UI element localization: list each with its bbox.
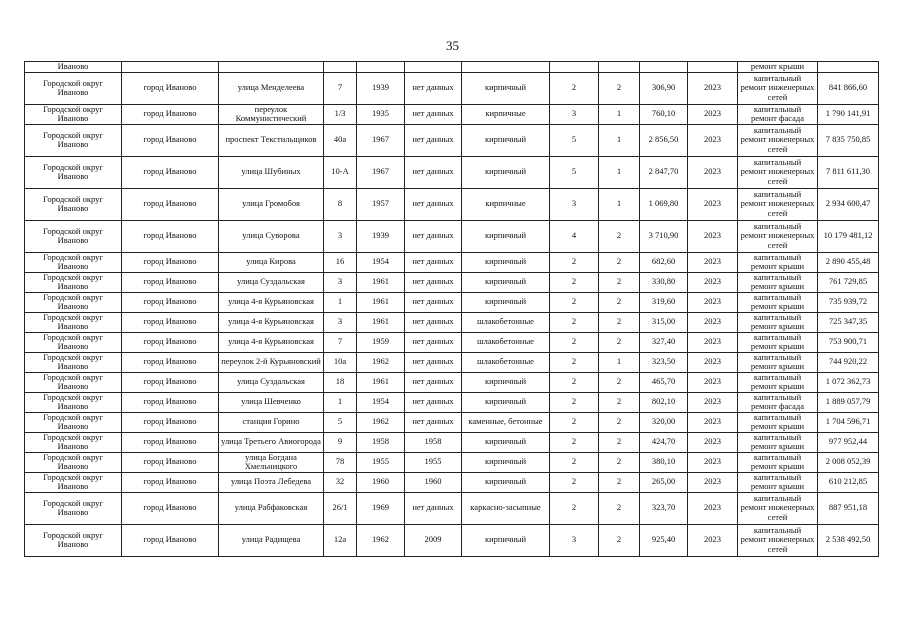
- reconstruction-cell: нет данных: [405, 272, 462, 292]
- year-cell: 1939: [357, 72, 405, 104]
- floors-cell: 5: [550, 156, 599, 188]
- table-row: [25, 72, 879, 104]
- city-cell: город Иваново: [122, 72, 219, 104]
- house-cell: 9: [324, 432, 357, 452]
- year-cell: 1962: [357, 524, 405, 556]
- table-row: [25, 220, 879, 252]
- year-cell: 1958: [357, 432, 405, 452]
- city-cell: город Иваново: [122, 312, 219, 332]
- floors-cell: 2: [550, 272, 599, 292]
- table-row: [25, 452, 879, 472]
- house-cell: 18: [324, 372, 357, 392]
- table-row: [25, 124, 879, 156]
- year-cell: 1961: [357, 372, 405, 392]
- table-row-continued: [25, 62, 879, 73]
- city-cell: город Иваново: [122, 272, 219, 292]
- cost-cell: 753 900,71: [818, 332, 879, 352]
- table-row: [25, 188, 879, 220]
- cost-cell: 2 538 492,50: [818, 524, 879, 556]
- plan-year-cell: 2023: [688, 332, 738, 352]
- floors-cell: 3: [550, 188, 599, 220]
- table-row: [25, 252, 879, 272]
- cost-cell: 735 939,72: [818, 292, 879, 312]
- table-row: [25, 272, 879, 292]
- material-cell: кирпичный: [462, 452, 550, 472]
- street-cell: переулок Коммунистический: [219, 104, 324, 124]
- material-cell: [462, 62, 550, 73]
- house-cell: 10а: [324, 352, 357, 372]
- year-cell: 1962: [357, 412, 405, 432]
- year-cell: 1969: [357, 492, 405, 524]
- district-cell: Городской округ Иваново: [25, 412, 122, 432]
- material-cell: кирпичный: [462, 220, 550, 252]
- table-row: [25, 372, 879, 392]
- city-cell: город Иваново: [122, 220, 219, 252]
- floors-cell: 2: [550, 72, 599, 104]
- entrances-cell: 2: [599, 492, 640, 524]
- city-cell: город Иваново: [122, 252, 219, 272]
- area-cell: 306,90: [640, 72, 688, 104]
- district-cell: Городской округ Иваново: [25, 352, 122, 372]
- district-cell: Городской округ Иваново: [25, 332, 122, 352]
- area-cell: 265,00: [640, 472, 688, 492]
- work-type-cell: капитальный ремонт крыши: [738, 412, 818, 432]
- cost-cell: 761 729,85: [818, 272, 879, 292]
- district-cell: Городской округ Иваново: [25, 432, 122, 452]
- street-cell: улица 4-я Курьяновская: [219, 292, 324, 312]
- cost-cell: 841 866,60: [818, 72, 879, 104]
- house-cell: 1: [324, 392, 357, 412]
- entrances-cell: 2: [599, 392, 640, 412]
- floors-cell: 2: [550, 352, 599, 372]
- plan-year-cell: 2023: [688, 492, 738, 524]
- plan-year-cell: 2023: [688, 472, 738, 492]
- work-type-cell: капитальный ремонт крыши: [738, 332, 818, 352]
- entrances-cell: 2: [599, 252, 640, 272]
- house-cell: 7: [324, 72, 357, 104]
- plan-year-cell: 2023: [688, 156, 738, 188]
- area-cell: 315,00: [640, 312, 688, 332]
- area-cell: 327,40: [640, 332, 688, 352]
- house-cell: 7: [324, 332, 357, 352]
- street-cell: улица Суздальская: [219, 272, 324, 292]
- reconstruction-cell: 1960: [405, 472, 462, 492]
- year-cell: 1961: [357, 292, 405, 312]
- house-cell: 3: [324, 312, 357, 332]
- year-cell: 1954: [357, 392, 405, 412]
- material-cell: шлакобетонные: [462, 332, 550, 352]
- plan-year-cell: 2023: [688, 412, 738, 432]
- area-cell: 320,00: [640, 412, 688, 432]
- cost-cell: 744 920,22: [818, 352, 879, 372]
- work-type-cell: капитальный ремонт инженерных сетей: [738, 156, 818, 188]
- reconstruction-cell: нет данных: [405, 156, 462, 188]
- cost-cell: 2 890 455,48: [818, 252, 879, 272]
- area-cell: 802,10: [640, 392, 688, 412]
- year-cell: 1935: [357, 104, 405, 124]
- entrances-cell: 2: [599, 452, 640, 472]
- plan-year-cell: 2023: [688, 524, 738, 556]
- material-cell: шлакобетонные: [462, 352, 550, 372]
- plan-year-cell: 2023: [688, 372, 738, 392]
- street-cell: улица Менделеева: [219, 72, 324, 104]
- house-cell: [324, 62, 357, 73]
- street-cell: проспект Текстильщиков: [219, 124, 324, 156]
- reconstruction-cell: нет данных: [405, 252, 462, 272]
- plan-year-cell: 2023: [688, 392, 738, 412]
- street-cell: улица Суворова: [219, 220, 324, 252]
- table-row: [25, 472, 879, 492]
- year-cell: 1961: [357, 272, 405, 292]
- year-cell: 1959: [357, 332, 405, 352]
- city-cell: город Иваново: [122, 452, 219, 472]
- area-cell: 2 856,50: [640, 124, 688, 156]
- house-cell: 1/3: [324, 104, 357, 124]
- material-cell: кирпичный: [462, 292, 550, 312]
- work-type-cell: капитальный ремонт крыши: [738, 272, 818, 292]
- year-cell: 1961: [357, 312, 405, 332]
- floors-cell: 4: [550, 220, 599, 252]
- city-cell: город Иваново: [122, 472, 219, 492]
- city-cell: город Иваново: [122, 412, 219, 432]
- plan-year-cell: 2023: [688, 432, 738, 452]
- district-cell: Городской округ Иваново: [25, 392, 122, 412]
- area-cell: 2 847,70: [640, 156, 688, 188]
- plan-year-cell: 2023: [688, 272, 738, 292]
- street-cell: улица 4-я Курьяновская: [219, 312, 324, 332]
- cost-cell: 7 811 611,30: [818, 156, 879, 188]
- work-type-cell: капитальный ремонт крыши: [738, 452, 818, 472]
- district-cell: Городской округ Иваново: [25, 452, 122, 472]
- cost-cell: 1 889 057,79: [818, 392, 879, 412]
- area-cell: 323,70: [640, 492, 688, 524]
- plan-year-cell: 2023: [688, 252, 738, 272]
- city-cell: город Иваново: [122, 492, 219, 524]
- street-cell: улица Радищева: [219, 524, 324, 556]
- floors-cell: 2: [550, 452, 599, 472]
- plan-year-cell: 2023: [688, 452, 738, 472]
- district-cell: Городской округ Иваново: [25, 104, 122, 124]
- floors-cell: 2: [550, 372, 599, 392]
- material-cell: кирпичный: [462, 472, 550, 492]
- district-cell: Городской округ Иваново: [25, 252, 122, 272]
- page-number: 35: [446, 38, 459, 53]
- entrances-cell: 1: [599, 352, 640, 372]
- reconstruction-cell: 2009: [405, 524, 462, 556]
- entrances-cell: 2: [599, 292, 640, 312]
- floors-cell: 2: [550, 312, 599, 332]
- district-cell: Городской округ Иваново: [25, 124, 122, 156]
- cost-cell: 1 072 362,73: [818, 372, 879, 392]
- reconstruction-cell: нет данных: [405, 72, 462, 104]
- reconstruction-cell: нет данных: [405, 124, 462, 156]
- plan-year-cell: 2023: [688, 104, 738, 124]
- area-cell: 3 710,90: [640, 220, 688, 252]
- floors-cell: 2: [550, 412, 599, 432]
- plan-year-cell: 2023: [688, 220, 738, 252]
- cost-cell: 10 179 481,12: [818, 220, 879, 252]
- street-cell: улица Шевченко: [219, 392, 324, 412]
- district-cell: Городской округ Иваново: [25, 292, 122, 312]
- city-cell: город Иваново: [122, 524, 219, 556]
- house-cell: 78: [324, 452, 357, 472]
- district-cell: Иваново: [25, 62, 122, 73]
- floors-cell: 2: [550, 332, 599, 352]
- year-cell: 1967: [357, 156, 405, 188]
- cost-cell: 2 934 600,47: [818, 188, 879, 220]
- house-cell: 26/1: [324, 492, 357, 524]
- material-cell: каркасно-засыпные: [462, 492, 550, 524]
- table-row: [25, 352, 879, 372]
- cost-cell: 7 835 750,85: [818, 124, 879, 156]
- material-cell: кирпичный: [462, 392, 550, 412]
- house-cell: 10-А: [324, 156, 357, 188]
- entrances-cell: [599, 62, 640, 73]
- cost-cell: 977 952,44: [818, 432, 879, 452]
- floors-cell: 2: [550, 252, 599, 272]
- floors-cell: 3: [550, 524, 599, 556]
- reconstruction-cell: нет данных: [405, 104, 462, 124]
- city-cell: город Иваново: [122, 156, 219, 188]
- cost-cell: [818, 62, 879, 73]
- table-body: [25, 62, 879, 557]
- area-cell: 760,10: [640, 104, 688, 124]
- year-cell: 1967: [357, 124, 405, 156]
- entrances-cell: 2: [599, 332, 640, 352]
- reconstruction-cell: нет данных: [405, 392, 462, 412]
- house-cell: 3: [324, 220, 357, 252]
- floors-cell: 2: [550, 472, 599, 492]
- floors-cell: 3: [550, 104, 599, 124]
- work-type-cell: капитальный ремонт фасада: [738, 392, 818, 412]
- work-type-cell: капитальный ремонт крыши: [738, 352, 818, 372]
- city-cell: город Иваново: [122, 432, 219, 452]
- table-row: [25, 432, 879, 452]
- plan-year-cell: 2023: [688, 352, 738, 372]
- material-cell: кирпичный: [462, 432, 550, 452]
- material-cell: кирпичный: [462, 252, 550, 272]
- entrances-cell: 1: [599, 104, 640, 124]
- district-cell: Городской округ Иваново: [25, 472, 122, 492]
- cost-cell: 887 951,18: [818, 492, 879, 524]
- work-type-cell: капитальный ремонт инженерных сетей: [738, 124, 818, 156]
- floors-cell: 2: [550, 392, 599, 412]
- district-cell: Городской округ Иваново: [25, 188, 122, 220]
- street-cell: улица Рабфаковская: [219, 492, 324, 524]
- area-cell: 682,60: [640, 252, 688, 272]
- city-cell: город Иваново: [122, 124, 219, 156]
- material-cell: кирпичный: [462, 272, 550, 292]
- entrances-cell: 2: [599, 72, 640, 104]
- house-cell: 3: [324, 272, 357, 292]
- street-cell: улица Богдана Хмельницкого: [219, 452, 324, 472]
- cost-cell: 1 790 141,91: [818, 104, 879, 124]
- street-cell: улица Поэта Лебедева: [219, 472, 324, 492]
- table-row: [25, 312, 879, 332]
- table-row: [25, 524, 879, 556]
- city-cell: город Иваново: [122, 392, 219, 412]
- work-type-cell: капитальный ремонт инженерных сетей: [738, 492, 818, 524]
- material-cell: кирпичный: [462, 524, 550, 556]
- street-cell: улица Суздальская: [219, 372, 324, 392]
- year-cell: 1960: [357, 472, 405, 492]
- entrances-cell: 1: [599, 124, 640, 156]
- work-type-cell: капитальный ремонт крыши: [738, 252, 818, 272]
- district-cell: Городской округ Иваново: [25, 492, 122, 524]
- work-type-cell: капитальный ремонт инженерных сетей: [738, 220, 818, 252]
- work-type-cell: капитальный ремонт инженерных сетей: [738, 72, 818, 104]
- work-type-cell: капитальный ремонт крыши: [738, 292, 818, 312]
- entrances-cell: 2: [599, 524, 640, 556]
- house-cell: 1: [324, 292, 357, 312]
- table-row: [25, 392, 879, 412]
- entrances-cell: 2: [599, 472, 640, 492]
- floors-cell: 2: [550, 432, 599, 452]
- area-cell: [640, 62, 688, 73]
- reconstruction-cell: [405, 62, 462, 73]
- year-cell: 1957: [357, 188, 405, 220]
- city-cell: город Иваново: [122, 292, 219, 312]
- year-cell: 1962: [357, 352, 405, 372]
- street-cell: переулок 2-й Курьяновский: [219, 352, 324, 372]
- city-cell: город Иваново: [122, 104, 219, 124]
- work-type-cell: капитальный ремонт крыши: [738, 432, 818, 452]
- floors-cell: 2: [550, 292, 599, 312]
- work-type-cell: капитальный ремонт фасада: [738, 104, 818, 124]
- entrances-cell: 2: [599, 372, 640, 392]
- cost-cell: 725 347,35: [818, 312, 879, 332]
- city-cell: город Иваново: [122, 352, 219, 372]
- material-cell: кирпичные: [462, 188, 550, 220]
- street-cell: улица 4-я Курьяновская: [219, 332, 324, 352]
- material-cell: кирпичный: [462, 156, 550, 188]
- street-cell: улица Громобоя: [219, 188, 324, 220]
- reconstruction-cell: нет данных: [405, 220, 462, 252]
- plan-year-cell: 2023: [688, 72, 738, 104]
- table-row: [25, 492, 879, 524]
- district-cell: Городской округ Иваново: [25, 524, 122, 556]
- house-cell: 5: [324, 412, 357, 432]
- house-cell: 8: [324, 188, 357, 220]
- plan-year-cell: [688, 62, 738, 73]
- area-cell: 465,70: [640, 372, 688, 392]
- area-cell: 424,70: [640, 432, 688, 452]
- district-cell: Городской округ Иваново: [25, 220, 122, 252]
- area-cell: 319,60: [640, 292, 688, 312]
- entrances-cell: 2: [599, 220, 640, 252]
- street-cell: [219, 62, 324, 73]
- street-cell: станция Горино: [219, 412, 324, 432]
- district-cell: Городской округ Иваново: [25, 272, 122, 292]
- housing-register-table: [24, 61, 879, 557]
- plan-year-cell: 2023: [688, 188, 738, 220]
- house-cell: 40а: [324, 124, 357, 156]
- house-cell: 32: [324, 472, 357, 492]
- table-row: [25, 412, 879, 432]
- floors-cell: 5: [550, 124, 599, 156]
- city-cell: город Иваново: [122, 188, 219, 220]
- table-row: [25, 156, 879, 188]
- district-cell: Городской округ Иваново: [25, 72, 122, 104]
- plan-year-cell: 2023: [688, 312, 738, 332]
- area-cell: 925,40: [640, 524, 688, 556]
- floors-cell: [550, 62, 599, 73]
- reconstruction-cell: 1958: [405, 432, 462, 452]
- year-cell: 1955: [357, 452, 405, 472]
- year-cell: 1954: [357, 252, 405, 272]
- entrances-cell: 1: [599, 188, 640, 220]
- reconstruction-cell: нет данных: [405, 312, 462, 332]
- entrances-cell: 2: [599, 432, 640, 452]
- street-cell: улица Кирова: [219, 252, 324, 272]
- cost-cell: 1 704 596,71: [818, 412, 879, 432]
- house-cell: 16: [324, 252, 357, 272]
- work-type-cell: капитальный ремонт инженерных сетей: [738, 188, 818, 220]
- reconstruction-cell: нет данных: [405, 492, 462, 524]
- work-type-cell: капитальный ремонт крыши: [738, 472, 818, 492]
- material-cell: кирпичный: [462, 72, 550, 104]
- reconstruction-cell: нет данных: [405, 332, 462, 352]
- entrances-cell: 2: [599, 312, 640, 332]
- work-type-cell: капитальный ремонт крыши: [738, 372, 818, 392]
- floors-cell: 2: [550, 492, 599, 524]
- area-cell: 1 069,80: [640, 188, 688, 220]
- work-type-cell: капитальный ремонт инженерных сетей: [738, 524, 818, 556]
- cost-cell: 610 212,85: [818, 472, 879, 492]
- material-cell: каменные, бетонные: [462, 412, 550, 432]
- city-cell: город Иваново: [122, 372, 219, 392]
- street-cell: улица Шубиных: [219, 156, 324, 188]
- material-cell: кирпичные: [462, 104, 550, 124]
- house-cell: 12а: [324, 524, 357, 556]
- reconstruction-cell: нет данных: [405, 372, 462, 392]
- year-cell: [357, 62, 405, 73]
- entrances-cell: 2: [599, 272, 640, 292]
- year-cell: 1939: [357, 220, 405, 252]
- area-cell: 323,50: [640, 352, 688, 372]
- district-cell: Городской округ Иваново: [25, 156, 122, 188]
- reconstruction-cell: нет данных: [405, 412, 462, 432]
- work-type-cell: ремонт крыши: [738, 62, 818, 73]
- table-row: [25, 104, 879, 124]
- reconstruction-cell: нет данных: [405, 292, 462, 312]
- district-cell: Городской округ Иваново: [25, 312, 122, 332]
- city-cell: [122, 62, 219, 73]
- area-cell: 380,10: [640, 452, 688, 472]
- reconstruction-cell: 1955: [405, 452, 462, 472]
- district-cell: Городской округ Иваново: [25, 372, 122, 392]
- entrances-cell: 2: [599, 412, 640, 432]
- entrances-cell: 1: [599, 156, 640, 188]
- material-cell: кирпичный: [462, 372, 550, 392]
- work-type-cell: капитальный ремонт крыши: [738, 312, 818, 332]
- table-row: [25, 332, 879, 352]
- reconstruction-cell: нет данных: [405, 188, 462, 220]
- area-cell: 330,80: [640, 272, 688, 292]
- cost-cell: 2 008 052,39: [818, 452, 879, 472]
- street-cell: улица Третьего Авиогорода: [219, 432, 324, 452]
- city-cell: город Иваново: [122, 332, 219, 352]
- reconstruction-cell: нет данных: [405, 352, 462, 372]
- material-cell: шлакобетонные: [462, 312, 550, 332]
- plan-year-cell: 2023: [688, 124, 738, 156]
- material-cell: кирпичный: [462, 124, 550, 156]
- plan-year-cell: 2023: [688, 292, 738, 312]
- table-row: [25, 292, 879, 312]
